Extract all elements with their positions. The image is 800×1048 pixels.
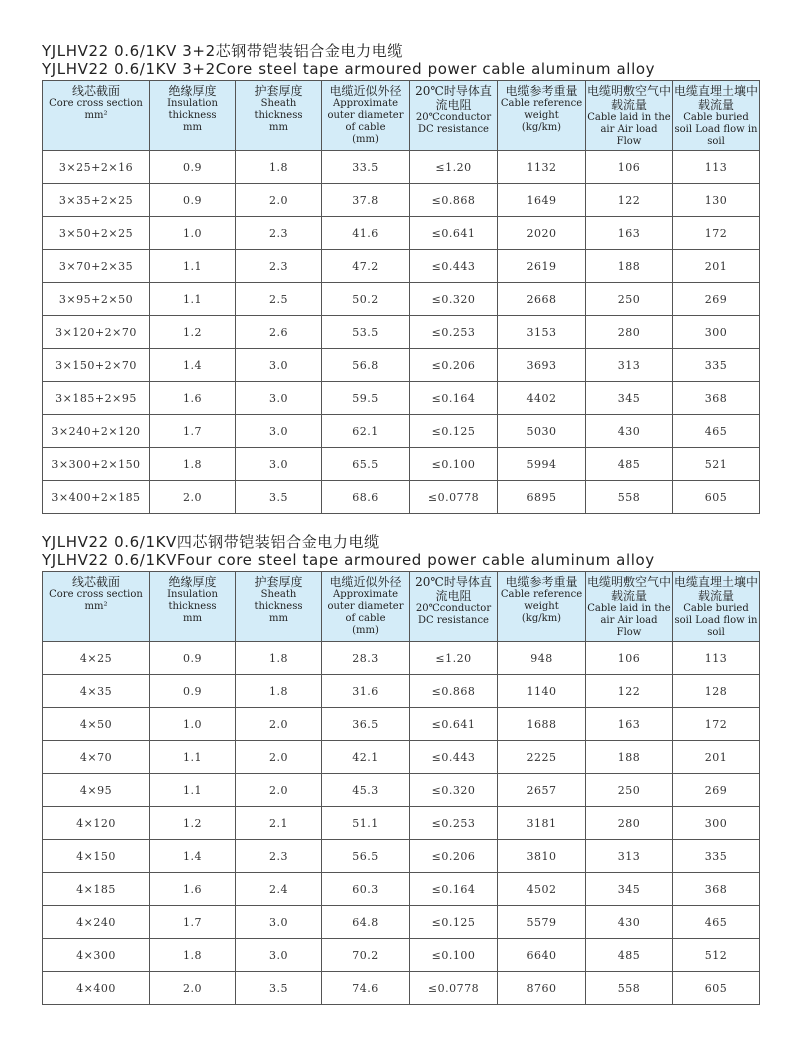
table-cell: 3.5	[236, 972, 322, 1005]
column-header-cn: 电缆近似外径	[329, 575, 402, 589]
table-cell: 335	[673, 349, 760, 382]
table-cell: 948	[498, 642, 586, 675]
column-header-unit: (kg/km)	[521, 122, 562, 133]
column-header-cn: 绝缘厚度	[168, 575, 217, 589]
table-cell: 37.8	[322, 184, 410, 217]
table-cell: 3×120+2×70	[43, 316, 150, 349]
table-cell: 2.3	[236, 840, 322, 873]
table-cell: 465	[673, 906, 760, 939]
column-header	[673, 572, 760, 642]
table-row	[43, 840, 760, 873]
column-header	[150, 81, 236, 151]
column-header	[586, 81, 673, 151]
table-cell: 1.4	[150, 840, 236, 873]
table-cell: 3.5	[236, 481, 322, 514]
table-cell: 1132	[498, 151, 586, 184]
table-cell: 3.0	[236, 415, 322, 448]
column-header	[410, 572, 498, 642]
table-cell: 3.0	[236, 939, 322, 972]
table-cell: 485	[586, 939, 673, 972]
table-cell: 130	[673, 184, 760, 217]
table-cell: 188	[586, 741, 673, 774]
column-header	[410, 81, 498, 151]
table-cell: 2.0	[236, 184, 322, 217]
table-cell: 51.1	[322, 807, 410, 840]
table-cell: 6895	[498, 481, 586, 514]
column-header-cn: 电缆直埋土壤中载流量	[674, 575, 759, 603]
table-cell: 4×150	[43, 840, 150, 873]
table-cell: 0.9	[150, 151, 236, 184]
table-cell: 250	[586, 283, 673, 316]
table-row	[43, 250, 760, 283]
table-cell: ≤0.868	[410, 675, 498, 708]
table-cell: 2.4	[236, 873, 322, 906]
table-cell: 106	[586, 642, 673, 675]
table-cell: 1.8	[236, 642, 322, 675]
table-cell: 65.5	[322, 448, 410, 481]
table-cell: 4×300	[43, 939, 150, 972]
column-header-en: Approximate outer diameter of cable	[327, 589, 404, 624]
section-title-en: YJLHV22 0.6/1KV 3+2Core steel tape armoured power cable aluminum alloy	[42, 60, 656, 78]
table-cell: 2.5	[236, 283, 322, 316]
table-cell: ≤0.443	[410, 741, 498, 774]
column-header-unit: mm²	[84, 110, 108, 121]
table-cell: 2657	[498, 774, 586, 807]
table-cell: ≤0.100	[410, 448, 498, 481]
table-cell: 113	[673, 642, 760, 675]
table-cell: 1.1	[150, 283, 236, 316]
table-cell: 250	[586, 774, 673, 807]
table-cell: 2.1	[236, 807, 322, 840]
table-cell: 1.1	[150, 250, 236, 283]
table-cell: ≤1.20	[410, 151, 498, 184]
column-header-en: Cable reference weight	[500, 589, 583, 612]
column-header-cn: 电缆明敷空气中载流量	[587, 84, 672, 112]
table-cell: 62.1	[322, 415, 410, 448]
table-header-row	[43, 572, 760, 642]
table-cell: 300	[673, 807, 760, 840]
table-cell: 300	[673, 316, 760, 349]
table-cell: 172	[673, 217, 760, 250]
table-cell: 1.2	[150, 807, 236, 840]
table-row	[43, 774, 760, 807]
table-cell: 172	[673, 708, 760, 741]
column-header-cn: 绝缘厚度	[168, 84, 217, 98]
table-cell: 1.1	[150, 774, 236, 807]
table-cell: ≤0.320	[410, 774, 498, 807]
table-cell: 335	[673, 840, 760, 873]
table-cell: 53.5	[322, 316, 410, 349]
table-cell: 2668	[498, 283, 586, 316]
table-cell: 163	[586, 708, 673, 741]
table-cell: ≤0.0778	[410, 972, 498, 1005]
column-header-en: Core cross section	[49, 98, 143, 109]
column-header	[150, 572, 236, 642]
table-cell: 113	[673, 151, 760, 184]
table-cell: 47.2	[322, 250, 410, 283]
table-row	[43, 972, 760, 1005]
table-cell: 68.6	[322, 481, 410, 514]
table-cell: ≤0.164	[410, 382, 498, 415]
column-header	[586, 572, 673, 642]
table-row	[43, 415, 760, 448]
column-header-en: Cable laid in the air Air load Flow	[587, 603, 671, 638]
table-cell: 280	[586, 807, 673, 840]
column-header-cn: 线芯截面	[71, 575, 120, 589]
table-cell: 2.0	[236, 774, 322, 807]
column-header-en: Cable buried soil Load flow in soil	[674, 603, 758, 638]
column-header	[43, 81, 150, 151]
table-row	[43, 481, 760, 514]
table-cell: 2619	[498, 250, 586, 283]
section-title-en: YJLHV22 0.6/1KVFour core steel tape armoured power cable aluminum alloy	[42, 551, 655, 569]
table-cell: ≤0.641	[410, 708, 498, 741]
table-cell: 3×70+2×35	[43, 250, 150, 283]
table-cell: 368	[673, 873, 760, 906]
table-cell: 1.4	[150, 349, 236, 382]
table-cell: 1688	[498, 708, 586, 741]
table-cell: 1.7	[150, 906, 236, 939]
table-row	[43, 316, 760, 349]
column-header-unit: (kg/km)	[521, 613, 562, 624]
table-cell: 163	[586, 217, 673, 250]
table-cell: 42.1	[322, 741, 410, 774]
section-3plus2-core	[42, 42, 759, 514]
spec-table	[42, 571, 760, 1005]
table-cell: ≤0.320	[410, 283, 498, 316]
table-cell: 269	[673, 283, 760, 316]
table-cell: 485	[586, 448, 673, 481]
table-row	[43, 448, 760, 481]
column-header-en: Insulation thickness	[167, 98, 218, 121]
table-cell: 56.8	[322, 349, 410, 382]
table-cell: 1.6	[150, 382, 236, 415]
table-cell: 188	[586, 250, 673, 283]
column-header-en: 20℃conductor DC resistance	[415, 603, 492, 626]
table-cell: 36.5	[322, 708, 410, 741]
column-header-cn: 护套厚度	[254, 575, 303, 589]
table-cell: 3.0	[236, 906, 322, 939]
table-cell: 50.2	[322, 283, 410, 316]
table-row	[43, 708, 760, 741]
column-header-unit: mm	[183, 122, 202, 133]
table-cell: 106	[586, 151, 673, 184]
table-cell: 4×120	[43, 807, 150, 840]
column-header-en: Insulation thickness	[167, 589, 218, 612]
table-cell: 122	[586, 184, 673, 217]
column-header-en: 20℃conductor DC resistance	[415, 112, 492, 135]
table-cell: ≤0.206	[410, 349, 498, 382]
table-cell: 201	[673, 250, 760, 283]
table-cell: ≤0.206	[410, 840, 498, 873]
column-header-en: Cable buried soil Load flow in soil	[674, 112, 758, 147]
table-cell: 1.2	[150, 316, 236, 349]
table-cell: 605	[673, 481, 760, 514]
table-cell: 3.0	[236, 448, 322, 481]
table-cell: ≤0.125	[410, 415, 498, 448]
table-cell: 4×400	[43, 972, 150, 1005]
table-cell: ≤0.125	[410, 906, 498, 939]
table-cell: 1.8	[150, 939, 236, 972]
table-cell: 558	[586, 972, 673, 1005]
table-cell: 2.3	[236, 217, 322, 250]
column-header-cn: 电缆直埋土壤中载流量	[674, 84, 759, 112]
table-cell: 5579	[498, 906, 586, 939]
table-cell: 0.9	[150, 184, 236, 217]
table-cell: 3×50+2×25	[43, 217, 150, 250]
table-cell: 1.7	[150, 415, 236, 448]
table-cell: 1.8	[236, 675, 322, 708]
table-row	[43, 906, 760, 939]
column-header-cn: 电缆明敷空气中载流量	[587, 575, 672, 603]
table-row	[43, 807, 760, 840]
table-cell: 59.5	[322, 382, 410, 415]
table-cell: 122	[586, 675, 673, 708]
table-cell: 2.0	[236, 741, 322, 774]
column-header	[498, 81, 586, 151]
column-header-en: Approximate outer diameter of cable	[327, 98, 404, 133]
section-title-cn: YJLHV22 0.6/1KV四芯钢带铠装铝合金电力电缆	[42, 533, 380, 551]
table-cell: 64.8	[322, 906, 410, 939]
column-header-unit: mm	[183, 613, 202, 624]
table-cell: 1.8	[236, 151, 322, 184]
column-header-en: Core cross section	[49, 589, 143, 600]
table-cell: 558	[586, 481, 673, 514]
column-header-cn: 线芯截面	[71, 84, 120, 98]
table-cell: ≤0.443	[410, 250, 498, 283]
table-cell: 4×50	[43, 708, 150, 741]
column-header-cn: 电缆参考重量	[505, 575, 578, 589]
table-cell: 28.3	[322, 642, 410, 675]
table-cell: 3×300+2×150	[43, 448, 150, 481]
column-header	[498, 572, 586, 642]
table-row	[43, 741, 760, 774]
table-cell: 430	[586, 906, 673, 939]
table-cell: 430	[586, 415, 673, 448]
table-cell: 56.5	[322, 840, 410, 873]
table-cell: 3153	[498, 316, 586, 349]
table-row	[43, 939, 760, 972]
column-header	[236, 81, 322, 151]
table-cell: 512	[673, 939, 760, 972]
table-cell: 345	[586, 873, 673, 906]
column-header-unit: mm²	[84, 601, 108, 612]
table-cell: 74.6	[322, 972, 410, 1005]
table-cell: 368	[673, 382, 760, 415]
column-header-cn: 20℃时导体直流电阻	[415, 84, 492, 112]
table-cell: 3810	[498, 840, 586, 873]
section-title-cn: YJLHV22 0.6/1KV 3+2芯钢带铠装铝合金电力电缆	[42, 42, 403, 60]
column-header-en: Cable laid in the air Air load Flow	[587, 112, 671, 147]
table-cell: 1.0	[150, 217, 236, 250]
table-cell: 2.3	[236, 250, 322, 283]
table-cell: 0.9	[150, 642, 236, 675]
table-cell: 269	[673, 774, 760, 807]
table-cell: 4×240	[43, 906, 150, 939]
table-cell: ≤0.641	[410, 217, 498, 250]
table-cell: 4×95	[43, 774, 150, 807]
table-cell: 3×185+2×95	[43, 382, 150, 415]
table-cell: ≤0.868	[410, 184, 498, 217]
table-cell: 2.0	[150, 972, 236, 1005]
column-header	[322, 81, 410, 151]
table-cell: 1.6	[150, 873, 236, 906]
column-header-en: Cable reference weight	[500, 98, 583, 121]
table-cell: 1649	[498, 184, 586, 217]
table-cell: 5994	[498, 448, 586, 481]
column-header-unit: (mm)	[352, 625, 379, 636]
table-cell: 3×25+2×16	[43, 151, 150, 184]
table-cell: 3.0	[236, 382, 322, 415]
table-cell: 465	[673, 415, 760, 448]
column-header-unit: mm	[269, 122, 288, 133]
column-header-unit: mm	[269, 613, 288, 624]
table-cell: 4×70	[43, 741, 150, 774]
table-cell: 313	[586, 840, 673, 873]
column-header-en: Sheath thickness	[254, 589, 303, 612]
table-cell: 2.0	[150, 481, 236, 514]
table-cell: ≤0.253	[410, 316, 498, 349]
column-header	[322, 572, 410, 642]
table-cell: 45.3	[322, 774, 410, 807]
table-cell: 1.1	[150, 741, 236, 774]
table-cell: 128	[673, 675, 760, 708]
table-cell: 3×400+2×185	[43, 481, 150, 514]
table-cell: 33.5	[322, 151, 410, 184]
table-cell: 8760	[498, 972, 586, 1005]
table-cell: 4×35	[43, 675, 150, 708]
table-cell: 313	[586, 349, 673, 382]
table-row	[43, 675, 760, 708]
table-row	[43, 382, 760, 415]
table-cell: 41.6	[322, 217, 410, 250]
table-row	[43, 217, 760, 250]
table-cell: 4502	[498, 873, 586, 906]
column-header	[43, 572, 150, 642]
table-cell: 3.0	[236, 349, 322, 382]
table-row	[43, 349, 760, 382]
table-cell: 0.9	[150, 675, 236, 708]
table-row	[43, 151, 760, 184]
table-row	[43, 283, 760, 316]
column-header-cn: 护套厚度	[254, 84, 303, 98]
table-row	[43, 873, 760, 906]
table-cell: ≤0.253	[410, 807, 498, 840]
table-cell: 3×95+2×50	[43, 283, 150, 316]
table-header-row	[43, 81, 760, 151]
table-cell: 2.6	[236, 316, 322, 349]
table-cell: 1.0	[150, 708, 236, 741]
section-4-core	[42, 533, 759, 1005]
table-cell: 201	[673, 741, 760, 774]
table-cell: 1.8	[150, 448, 236, 481]
table-cell: ≤0.0778	[410, 481, 498, 514]
column-header-cn: 电缆近似外径	[329, 84, 402, 98]
table-cell: 3×150+2×70	[43, 349, 150, 382]
table-cell: 1140	[498, 675, 586, 708]
column-header-en: Sheath thickness	[254, 98, 303, 121]
column-header-cn: 20℃时导体直流电阻	[415, 575, 492, 603]
table-cell: 280	[586, 316, 673, 349]
table-cell: 3181	[498, 807, 586, 840]
table-cell: ≤0.100	[410, 939, 498, 972]
table-cell: 3×35+2×25	[43, 184, 150, 217]
table-cell: 2020	[498, 217, 586, 250]
table-cell: 70.2	[322, 939, 410, 972]
table-cell: 345	[586, 382, 673, 415]
table-row	[43, 184, 760, 217]
column-header	[236, 572, 322, 642]
column-header-cn: 电缆参考重量	[505, 84, 578, 98]
table-cell: 521	[673, 448, 760, 481]
table-cell: 4402	[498, 382, 586, 415]
table-cell: ≤0.164	[410, 873, 498, 906]
table-cell: 4×185	[43, 873, 150, 906]
table-cell: 4×25	[43, 642, 150, 675]
table-cell: 3693	[498, 349, 586, 382]
table-cell: ≤1.20	[410, 642, 498, 675]
table-cell: 605	[673, 972, 760, 1005]
spec-table	[42, 80, 760, 514]
column-header-unit: (mm)	[352, 134, 379, 145]
table-cell: 2.0	[236, 708, 322, 741]
column-header	[673, 81, 760, 151]
table-cell: 31.6	[322, 675, 410, 708]
table-row	[43, 642, 760, 675]
table-cell: 6640	[498, 939, 586, 972]
table-cell: 3×240+2×120	[43, 415, 150, 448]
table-cell: 5030	[498, 415, 586, 448]
table-cell: 2225	[498, 741, 586, 774]
table-cell: 60.3	[322, 873, 410, 906]
